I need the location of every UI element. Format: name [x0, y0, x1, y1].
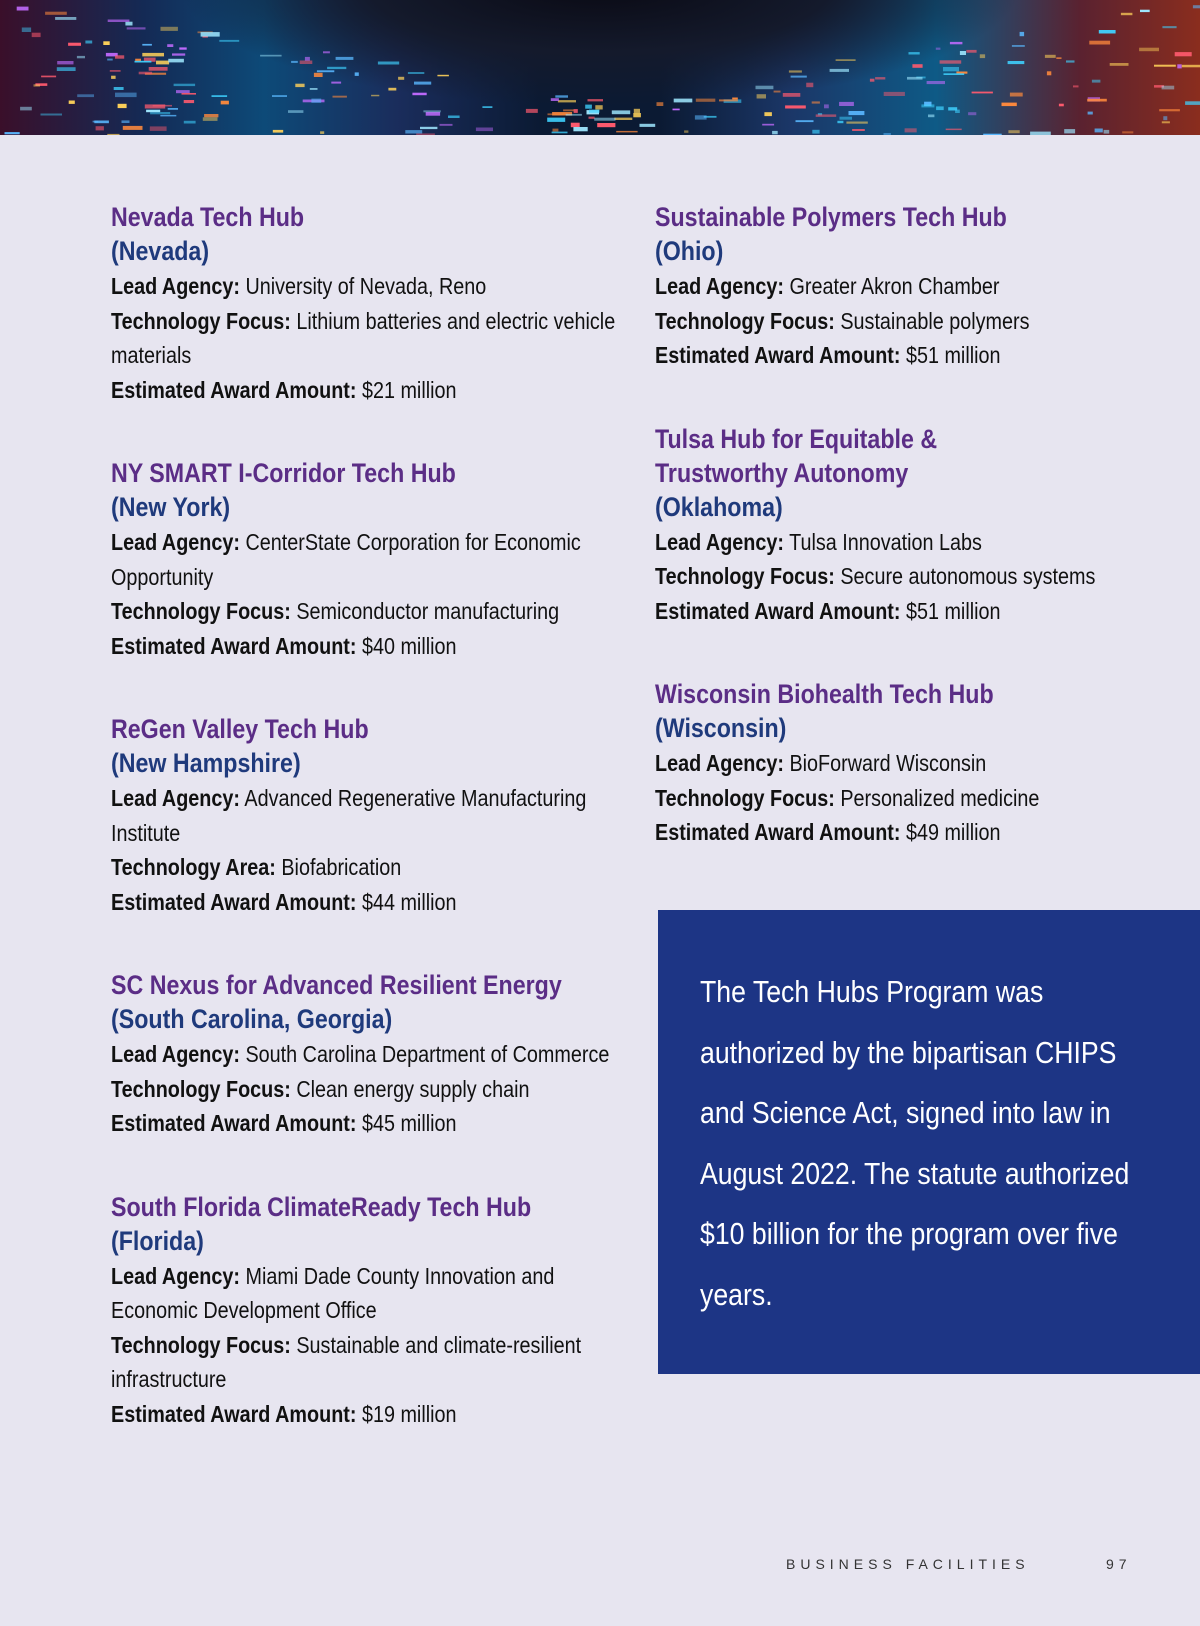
light-strip: [1012, 45, 1025, 47]
light-strip: [295, 84, 304, 87]
hub-title: South Florida ClimateReady Tech Hub: [111, 1191, 532, 1222]
light-strip: [323, 51, 330, 53]
light-strip: [305, 57, 310, 61]
light-strip: [684, 130, 688, 132]
light-strip: [317, 70, 334, 72]
light-strip: [589, 117, 595, 119]
light-strip: [123, 126, 143, 130]
hero-image: [0, 0, 1200, 135]
light-strip: [837, 121, 843, 123]
light-strip: [839, 102, 854, 106]
light-strip: [772, 131, 778, 134]
light-strip: [333, 96, 347, 98]
light-strip: [719, 99, 738, 101]
light-strip: [1066, 60, 1075, 62]
light-strip: [160, 115, 176, 117]
light-strip: [1008, 61, 1025, 64]
light-strip: [150, 126, 167, 130]
light-strip: [884, 133, 891, 135]
light-strip: [640, 124, 656, 127]
light-strip: [272, 95, 287, 97]
technology-focus: Technology Focus: Sustainable polymers: [655, 307, 1030, 334]
light-strip: [936, 48, 941, 50]
light-strip: [573, 127, 587, 131]
light-strip: [616, 131, 637, 133]
light-strip: [85, 41, 92, 44]
light-strip: [1047, 71, 1051, 75]
light-strip: [1099, 30, 1116, 34]
light-strip: [612, 110, 630, 114]
light-strip: [594, 118, 615, 121]
light-strip: [762, 124, 774, 126]
light-strip: [812, 130, 819, 134]
hub-entry-nevada: [111, 200, 631, 407]
light-strip: [1088, 112, 1093, 115]
light-strip: [634, 109, 640, 113]
light-strip: [633, 113, 641, 117]
hub-title: Tulsa Hub for Equitable & Trustworthy Autonomy: [655, 423, 938, 488]
light-strip: [371, 95, 379, 97]
light-strip: [816, 114, 837, 117]
light-strip: [420, 127, 437, 129]
light-strip: [174, 84, 196, 86]
light-strip: [907, 77, 923, 80]
light-strip: [840, 117, 853, 120]
light-strip: [875, 77, 885, 79]
light-strip: [260, 55, 282, 57]
light-strip: [125, 22, 132, 26]
light-strip: [983, 134, 1002, 135]
light-strip: [5, 132, 20, 134]
light-strip: [1162, 26, 1176, 28]
callout-box: [658, 910, 1200, 1374]
light-strip: [1008, 130, 1019, 133]
light-strip: [32, 33, 41, 37]
light-strip: [849, 111, 865, 115]
technology-focus: Technology Focus: Personalized medicine: [655, 784, 1040, 811]
light-strip: [1122, 131, 1133, 133]
light-strip: [588, 99, 604, 101]
light-strip: [566, 114, 582, 116]
lead-agency: Lead Agency: BioForward Wisconsin: [655, 750, 987, 776]
light-strip: [1185, 101, 1200, 105]
light-strip: [45, 12, 67, 15]
award-amount: Estimated Award Amount: $40 million: [111, 632, 457, 659]
light-strip: [142, 53, 164, 57]
lead-agency: Lead Agency: South Carolina Department of Commerce: [111, 1041, 610, 1067]
light-strip: [182, 93, 197, 95]
technology-area: Technology Area: Biofabrication: [111, 854, 402, 880]
light-strip: [68, 43, 81, 46]
hub-state: (Nevada): [111, 236, 210, 266]
light-strip: [77, 56, 85, 58]
light-strip: [936, 106, 944, 110]
award-amount: Estimated Award Amount: $19 million: [111, 1400, 457, 1427]
right-column: [655, 200, 1175, 899]
left-column: [111, 200, 631, 1480]
light-strip: [944, 73, 965, 75]
light-strip: [921, 104, 934, 107]
light-strip: [657, 102, 664, 106]
light-strip: [96, 126, 104, 130]
light-strip: [221, 101, 229, 105]
light-strip: [22, 28, 31, 33]
light-strip: [824, 104, 829, 108]
light-strip: [756, 86, 774, 90]
hub-state: (South Carolina, Georgia): [111, 1004, 393, 1034]
light-strip: [1073, 85, 1079, 87]
light-strip: [909, 52, 920, 54]
light-strip: [1193, 5, 1200, 8]
light-strip: [108, 20, 130, 23]
light-strip: [785, 105, 806, 108]
light-strip: [93, 121, 99, 123]
light-strip: [114, 87, 124, 90]
light-strip: [1002, 103, 1017, 107]
light-strip: [145, 104, 165, 108]
light-strip: [673, 109, 680, 111]
light-strip: [558, 100, 576, 102]
light-strip: [547, 118, 565, 122]
light-strip: [757, 94, 766, 98]
light-strip: [149, 67, 168, 71]
hub-entry-wisconsin: [655, 677, 1175, 850]
light-strip: [414, 82, 431, 85]
hub-title: Nevada Tech Hub: [111, 202, 305, 232]
light-strip: [17, 7, 29, 11]
light-strip: [928, 115, 934, 118]
light-strip: [552, 132, 568, 134]
light-strip: [1087, 99, 1107, 102]
light-strip: [574, 109, 578, 113]
light-strip: [852, 129, 865, 131]
light-strip: [1159, 109, 1180, 111]
light-strip: [830, 69, 849, 72]
hub-title: Sustainable Polymers Tech Hub: [655, 202, 1007, 232]
hub-entry-new-york: [111, 456, 631, 663]
light-strip: [1162, 121, 1170, 123]
light-strip: [585, 105, 592, 109]
light-strip: [388, 88, 396, 91]
hub-state: (Ohio): [655, 236, 724, 266]
lead-agency: Lead Agency: Greater Akron Chamber: [655, 273, 1000, 299]
light-strip: [34, 84, 41, 86]
light-strip: [614, 118, 632, 120]
technology-focus: Technology Focus: Lithium batteries and electric vehicle materials: [111, 307, 616, 368]
hub-entry-ohio: [655, 200, 1175, 373]
light-strip: [1045, 55, 1056, 58]
light-strip: [1056, 57, 1061, 59]
light-strip: [437, 75, 449, 77]
light-strip: [1162, 86, 1175, 90]
technology-focus: Technology Focus: Semiconductor manufacturing: [111, 598, 560, 624]
light-strip: [1154, 65, 1176, 67]
server-lights-graphic: [0, 0, 1200, 135]
light-strip: [968, 112, 976, 115]
light-strip: [291, 61, 298, 63]
light-strip: [311, 99, 321, 103]
light-strip: [553, 129, 559, 132]
light-strip: [115, 93, 137, 98]
light-strip: [783, 93, 801, 97]
light-strip: [870, 79, 875, 82]
light-strip: [320, 131, 324, 134]
light-strip: [1163, 116, 1167, 120]
light-strip: [1110, 63, 1129, 66]
light-strip: [378, 62, 399, 65]
light-strip: [791, 76, 807, 78]
light-strip: [571, 123, 580, 128]
light-strip: [336, 57, 354, 60]
light-strip: [146, 110, 160, 113]
light-strip: [179, 47, 186, 49]
hub-state: (Florida): [111, 1225, 204, 1256]
light-strip: [184, 100, 194, 103]
light-strip: [448, 116, 460, 119]
light-strip: [1177, 64, 1181, 68]
light-strip: [950, 42, 963, 44]
light-strip: [440, 124, 453, 126]
hub-state: (New Hampshire): [111, 748, 301, 778]
light-strip: [846, 122, 867, 124]
page-number: 97: [1106, 1556, 1132, 1572]
hub-title: SC Nexus for Advanced Resilient Energy: [111, 970, 562, 1000]
light-strip: [69, 101, 75, 104]
light-strip: [135, 61, 152, 63]
light-strip: [943, 67, 959, 71]
light-strip: [426, 112, 440, 116]
light-strip: [1092, 80, 1101, 83]
hub-entry-new-hampshire: [111, 712, 631, 919]
lead-agency: Lead Agency: Tulsa Innovation Labs: [655, 528, 982, 555]
award-amount: Estimated Award Amount: $44 million: [111, 888, 457, 915]
light-strip: [1175, 52, 1192, 56]
light-strip: [812, 101, 820, 103]
light-strip: [416, 133, 435, 135]
technology-focus: Technology Focus: Sustainable and climate-resilient infrastructure: [111, 1331, 582, 1392]
light-strip: [300, 61, 313, 65]
light-strip: [355, 72, 359, 76]
light-strip: [142, 44, 152, 46]
light-strip: [1139, 48, 1159, 52]
technology-focus: Technology Focus: Clean energy supply chain: [111, 1075, 530, 1102]
light-strip: [172, 53, 185, 55]
light-strip: [412, 93, 426, 96]
light-strip: [1089, 41, 1110, 45]
light-strip: [57, 61, 73, 64]
light-strip: [980, 54, 985, 58]
light-strip: [139, 72, 152, 75]
light-strip: [555, 95, 568, 97]
lead-agency: Lead Agency: CenterState Corporation for Economic Opportunity: [111, 529, 581, 590]
light-strip: [905, 128, 917, 132]
light-strip: [423, 110, 440, 112]
light-strip: [1140, 10, 1150, 12]
light-strip: [696, 99, 716, 102]
light-strip: [110, 70, 121, 72]
light-strip: [103, 41, 109, 45]
light-strip: [912, 64, 922, 68]
award-amount: Estimated Award Amount: $51 million: [655, 342, 1001, 368]
hub-state: (New York): [111, 492, 231, 522]
light-strip: [674, 99, 693, 103]
light-strip: [115, 55, 124, 58]
light-strip: [595, 105, 602, 109]
light-strip: [526, 109, 538, 113]
light-strip: [107, 59, 113, 61]
light-strip: [789, 70, 802, 72]
light-strip: [203, 117, 218, 121]
light-strip: [201, 32, 220, 37]
light-strip: [57, 67, 76, 71]
light-strip: [327, 67, 346, 69]
hub-title: Wisconsin Biohealth Tech Hub: [655, 679, 994, 709]
light-strip: [20, 107, 32, 111]
award-amount: Estimated Award Amount: $49 million: [655, 819, 1001, 845]
light-strip: [774, 91, 781, 93]
light-strip: [314, 73, 323, 77]
hub-entry-oklahoma: [655, 422, 1175, 629]
light-strip: [972, 92, 993, 94]
light-strip: [836, 59, 856, 61]
light-strip: [168, 108, 178, 110]
light-strip: [219, 40, 239, 42]
lead-agency: Lead Agency: Miami Dade County Innovation and Economic Development Office: [111, 1262, 555, 1323]
light-strip: [111, 76, 116, 79]
hub-entry-florida: [111, 1190, 631, 1432]
light-strip: [150, 112, 170, 114]
hub-state: (Wisconsin): [655, 713, 787, 743]
light-strip: [946, 129, 962, 131]
light-strip: [331, 82, 341, 84]
light-strip: [476, 128, 493, 132]
light-strip: [1059, 104, 1064, 107]
light-strip: [940, 60, 962, 63]
light-strip: [273, 130, 283, 133]
light-strip: [796, 120, 814, 122]
lead-agency: Lead Agency: University of Nevada, Reno: [111, 273, 487, 299]
light-strip: [204, 114, 218, 117]
light-strip: [482, 106, 492, 108]
lead-agency: Lead Agency: Advanced Regenerative Manufacturing Institute: [111, 785, 587, 846]
light-strip: [1104, 130, 1110, 134]
light-strip: [764, 112, 772, 116]
light-strip: [127, 27, 146, 29]
light-strip: [156, 61, 169, 65]
award-amount: Estimated Award Amount: $21 million: [111, 376, 457, 403]
light-strip: [884, 92, 905, 96]
light-strip: [408, 72, 424, 74]
light-strip: [1064, 129, 1075, 133]
light-strip: [1030, 132, 1051, 135]
light-strip: [107, 134, 119, 135]
light-strip: [563, 109, 574, 111]
light-strip: [405, 130, 422, 133]
light-strip: [55, 17, 76, 20]
light-strip: [168, 59, 184, 63]
light-strip: [1121, 13, 1133, 15]
award-amount: Estimated Award Amount: $51 million: [655, 597, 1001, 624]
light-strip: [806, 83, 813, 88]
hub-title: ReGen Valley Tech Hub: [111, 714, 369, 744]
award-amount: Estimated Award Amount: $45 million: [111, 1110, 457, 1136]
light-strip: [118, 104, 127, 108]
hub-state: (Oklahoma): [655, 491, 783, 522]
light-strip: [212, 95, 228, 97]
light-strip: [1182, 65, 1200, 68]
light-strip: [310, 88, 318, 90]
light-strip: [176, 90, 190, 93]
light-strip: [161, 27, 178, 31]
light-strip: [398, 77, 404, 80]
light-strip: [695, 115, 707, 119]
hub-entry-south-carolina: [111, 968, 631, 1141]
light-strip: [1010, 93, 1023, 97]
light-strip: [1020, 32, 1025, 36]
light-strip: [597, 123, 615, 127]
light-strip: [77, 94, 94, 97]
light-strip: [955, 110, 960, 113]
light-strip: [927, 81, 945, 84]
light-strip: [41, 76, 56, 78]
light-strip: [960, 51, 966, 55]
light-strip: [41, 114, 63, 116]
light-strip: [167, 44, 173, 47]
light-strip: [1095, 129, 1103, 133]
footer-publication: BUSINESS FACILITIES: [786, 1556, 1030, 1572]
light-strip: [122, 120, 130, 123]
technology-focus: Technology Focus: Secure autonomous systems: [655, 563, 1096, 589]
light-strip: [589, 110, 600, 113]
light-strip: [551, 98, 559, 101]
light-strip: [966, 50, 976, 53]
hub-title: NY SMART I-Corridor Tech Hub: [111, 458, 456, 488]
callout-text: The Tech Hubs Program was authorized by the bipartisan CHIPS and Science Act, signed into law in August 2022. The statute authorized $10 billion for the program over five years.: [700, 974, 1130, 1312]
light-strip: [184, 121, 196, 124]
light-strip: [288, 110, 303, 113]
light-strip: [732, 98, 738, 100]
